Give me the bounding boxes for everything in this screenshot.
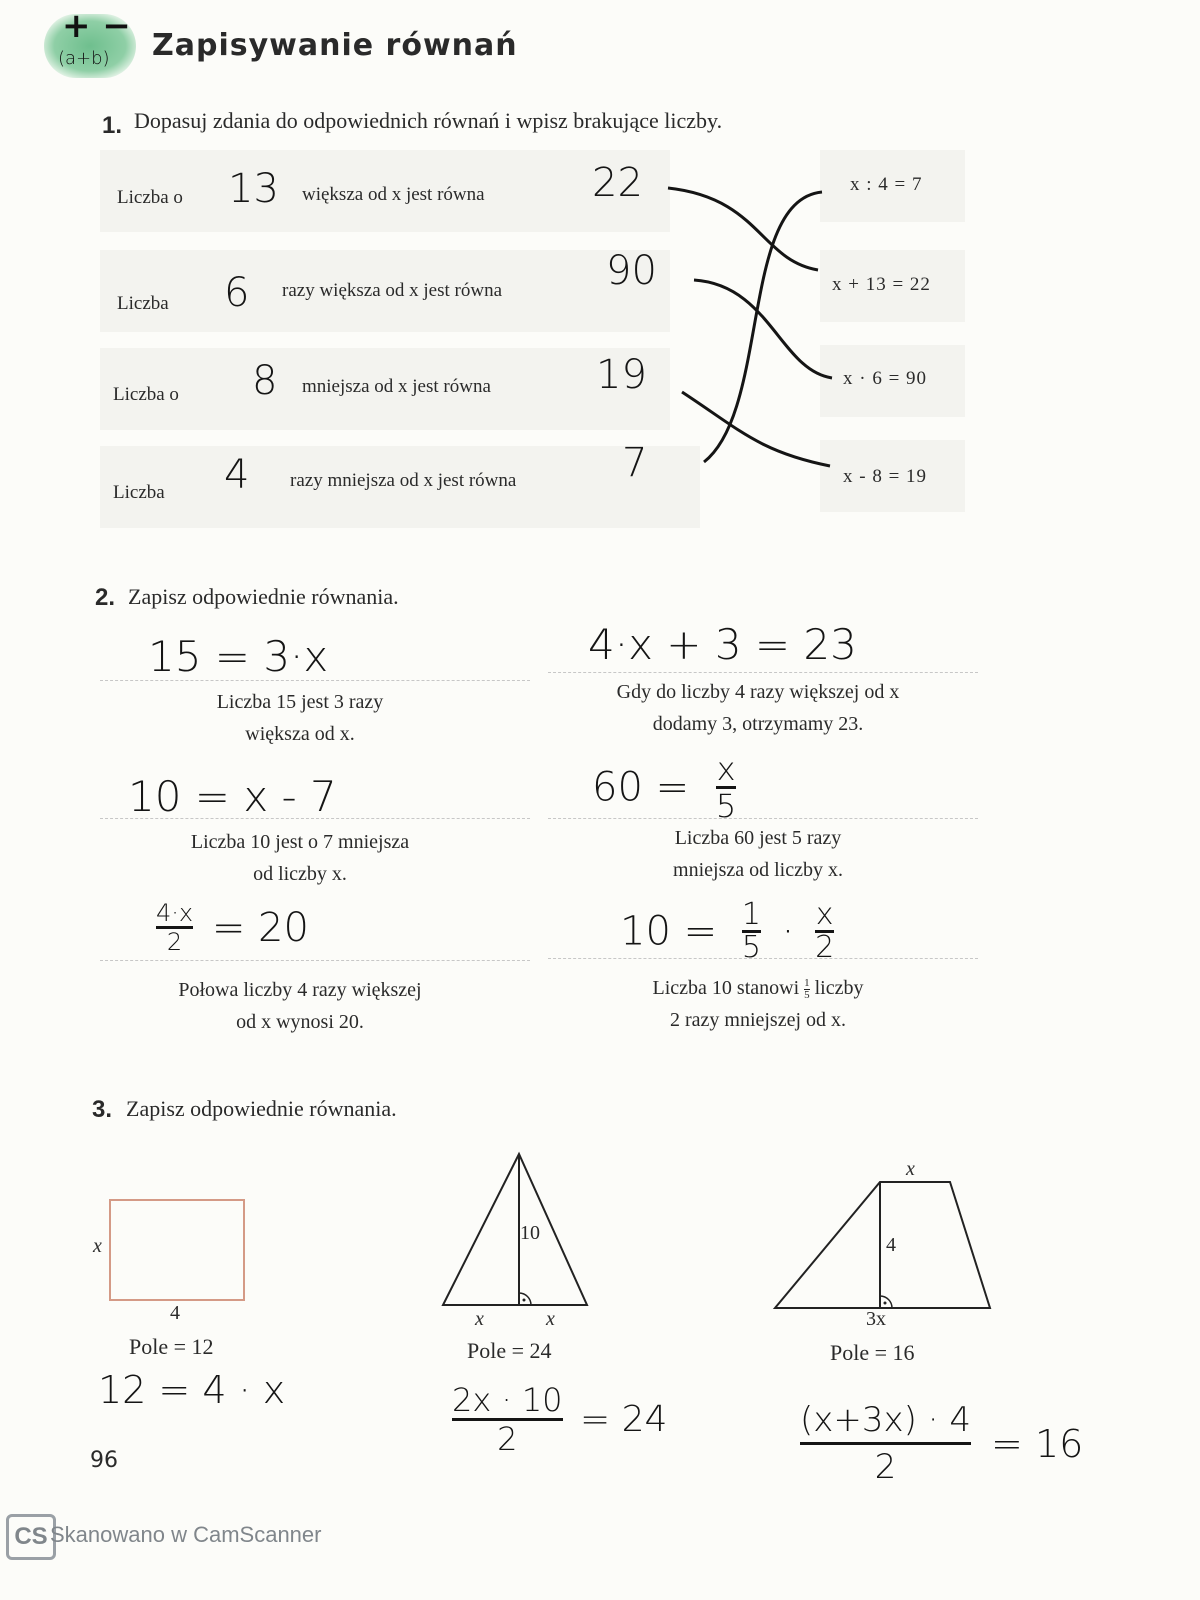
rect-answer: 12 = 4 · x — [98, 1368, 286, 1412]
triangle-shape — [443, 1154, 587, 1305]
page-number: 96 — [90, 1448, 118, 1473]
task-2-number: 2. — [95, 584, 116, 611]
equation-3: x · 6 = 90 — [843, 368, 928, 389]
equation-1: x : 4 = 7 — [850, 174, 923, 195]
task-1-number: 1. — [102, 112, 123, 139]
page-title: Zapisywanie równań — [152, 28, 518, 63]
match-line-3 — [682, 392, 830, 466]
trapezoid-answer: $\frac{(x+3x) \cdot 4}{2}$ = 16 — [800, 1400, 1084, 1487]
task-2-answer-6: 10 = $\frac{1}{5}$ · $\frac{x}{2}$ — [620, 897, 835, 965]
rectangle-shape — [110, 1200, 244, 1300]
geometry-figures — [0, 1130, 1200, 1350]
row-1-prefix: Liczba o — [117, 187, 183, 208]
trapezoid-shape — [775, 1182, 990, 1308]
match-line-1 — [668, 188, 818, 270]
row-1-middle: większa od x jest równa — [302, 184, 485, 205]
trapezoid-top-label: x — [906, 1158, 915, 1180]
match-line-4 — [704, 192, 822, 462]
rect-bottom-label: 4 — [170, 1302, 180, 1324]
answer-line — [100, 960, 530, 961]
rect-area-label: Pole = 12 — [129, 1334, 214, 1359]
task-2-caption-3: Liczba 10 jest o 7 mniejsza od liczby x. — [190, 831, 410, 885]
logo-plus-minus: + − — [62, 6, 131, 46]
answer-line — [100, 680, 530, 681]
trapezoid-height-label: 4 — [886, 1234, 896, 1256]
match-line-2 — [694, 280, 832, 378]
task-2-answer-3: 10 = x - 7 — [128, 772, 337, 821]
row-4-answer-1: 4 — [224, 452, 250, 498]
row-2-answer-1: 6 — [224, 270, 250, 316]
task-2-answer-4: 60 = $\frac{x}{5}$ — [592, 750, 737, 825]
task-2-caption-6: Liczba 10 stanowi $\frac{1}{5}$ liczby 2 razy mniejszej od x. — [652, 976, 864, 1031]
row-2-prefix: Liczba — [117, 293, 169, 314]
trapezoid-area-label: Pole = 16 — [830, 1340, 915, 1365]
row-3-prefix: Liczba o — [113, 384, 179, 405]
answer-line — [100, 818, 530, 819]
task-2-answer-5: $\frac{4\cdot x}{2}$ = 20 — [156, 899, 309, 956]
row-3-answer-2: 19 — [596, 352, 647, 398]
task-1-instruction: Dopasuj zdania do odpowiednich równań i wpisz brakujące liczby. — [134, 108, 723, 133]
triangle-left-base-label: x — [475, 1308, 484, 1330]
equation-4: x - 8 = 19 — [843, 466, 928, 487]
row-1-answer-2: 22 — [592, 160, 643, 206]
row-2-answer-2: 90 — [606, 248, 657, 294]
trapezoid-bottom-label: 3x — [866, 1308, 886, 1330]
camscanner-watermark: Skanowano w CamScanner — [50, 1522, 322, 1547]
task-2-caption-1: Liczba 15 jest 3 razy większa od x. — [216, 691, 384, 745]
rect-side-label: x — [93, 1235, 102, 1257]
triangle-area-label: Pole = 24 — [467, 1338, 552, 1363]
task-2-caption-2: Gdy do liczby 4 razy większej od x dodamy 3, otrzymamy 23. — [616, 681, 900, 735]
task-2-caption-4: Liczba 60 jest 5 razy mniejsza od liczby x. — [673, 827, 843, 881]
logo-brackets: (a+b) — [58, 48, 110, 69]
matching-lines — [0, 0, 1200, 560]
task-2-answer-1: 15 = 3·x — [148, 632, 329, 681]
triangle-answer: $\frac{2x \cdot 10}{2}$ = 24 — [452, 1381, 668, 1458]
caption-fraction: $\frac{1}{5}$ — [804, 976, 810, 1001]
task-3-instruction: Zapisz odpowiednie równania. — [126, 1096, 397, 1121]
row-1-answer-1: 13 — [228, 166, 279, 212]
triangle-height-label: 10 — [520, 1222, 540, 1244]
row-4-prefix: Liczba — [113, 482, 165, 503]
row-2-middle: razy większa od x jest równa — [282, 280, 503, 301]
triangle-right-base-label: x — [546, 1308, 555, 1330]
task-2-caption-5: Połowa liczby 4 razy większej od x wynosi 20. — [178, 979, 422, 1033]
row-4-answer-2: 7 — [622, 440, 648, 486]
camscanner-logo: CS — [6, 1514, 56, 1560]
task-2-instruction: Zapisz odpowiednie równania. — [128, 584, 399, 609]
equation-2: x + 13 = 22 — [832, 274, 931, 295]
answer-line — [548, 818, 978, 819]
row-4-middle: razy mniejsza od x jest równa — [290, 470, 517, 491]
answer-line — [548, 672, 978, 673]
row-3-middle: mniejsza od x jest równa — [302, 376, 491, 397]
answer-line — [548, 958, 978, 959]
task-3-number: 3. — [92, 1096, 113, 1123]
task-2-answer-2: 4·x + 3 = 23 — [588, 620, 857, 669]
row-3-answer-1: 8 — [252, 358, 278, 404]
